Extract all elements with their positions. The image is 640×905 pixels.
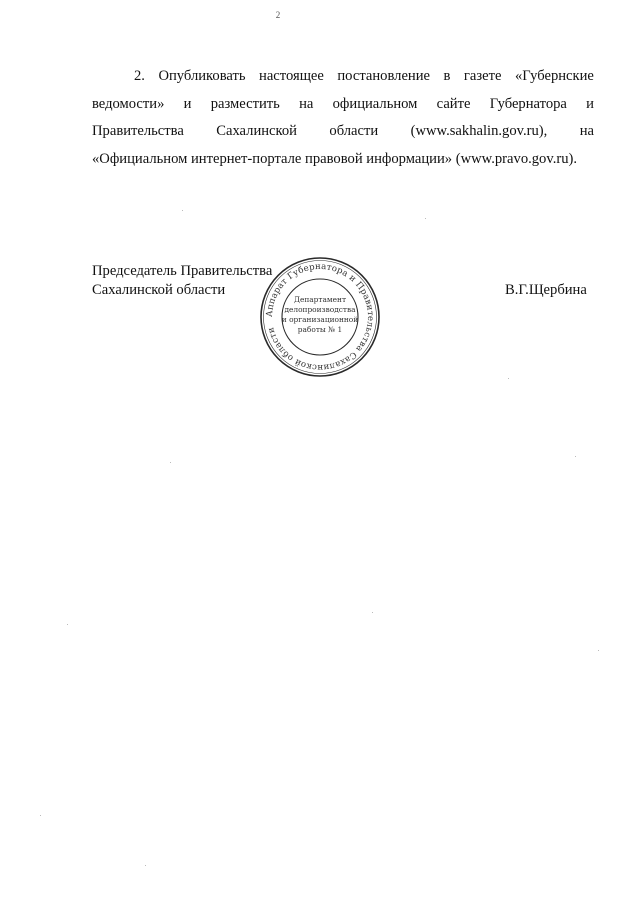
paragraph-item-2 — [92, 63, 594, 173]
word: на — [579, 123, 594, 139]
word: Правительства — [92, 123, 184, 139]
scan-speck — [508, 378, 509, 379]
scan-speck — [145, 865, 146, 866]
seal-center-line: работы № 1 — [297, 325, 343, 334]
word: настоящее — [259, 68, 324, 84]
word: официальном — [332, 95, 418, 112]
scan-speck — [425, 218, 426, 219]
scan-speck — [182, 210, 183, 211]
line-text: «Официальном интернет-портале правовой информации» (www.pravo.gov.ru). — [92, 150, 578, 167]
signer-name: В.Г.Щербина — [505, 282, 587, 298]
seal-outer-text: Аппарат Губернатора и Правительства Сахалинской области — [264, 261, 376, 373]
seal-center-line: и организационной — [281, 315, 359, 324]
word: (www.sakhalin.gov.ru), — [410, 123, 548, 139]
word: Сахалинской — [216, 123, 297, 139]
word: на — [299, 95, 314, 112]
word: и — [183, 95, 192, 112]
signature-position-line: Сахалинской области — [92, 282, 226, 298]
signature-position-line: Председатель Правительства — [92, 263, 273, 279]
paragraph-line-3 — [92, 118, 594, 146]
paragraph-line-1 — [92, 63, 594, 91]
paragraph-line-2 — [92, 91, 594, 119]
scan-speck — [372, 612, 373, 613]
word: 2. — [134, 68, 145, 84]
word: постановление — [337, 68, 431, 84]
seal-center-line: делопроизводства — [284, 305, 356, 314]
paragraph-line-4 — [92, 146, 594, 174]
signature-position — [92, 262, 272, 300]
page-number: 2 — [275, 10, 281, 20]
scan-speck — [575, 456, 576, 457]
word: области — [329, 123, 379, 139]
word: и — [586, 95, 594, 112]
scan-speck — [598, 650, 599, 651]
word: разместить — [210, 95, 280, 112]
seal-center-line: Департамент — [293, 295, 347, 304]
word: ведомости» — [92, 95, 165, 112]
scan-speck — [67, 624, 68, 625]
official-seal — [258, 255, 382, 379]
scan-speck — [40, 815, 41, 816]
word: Опубликовать — [158, 68, 246, 84]
word: «Губернские — [514, 68, 594, 84]
word: газете — [463, 68, 502, 84]
word: Губернатора — [489, 95, 567, 112]
word: сайте — [436, 95, 471, 112]
scan-speck — [170, 462, 171, 463]
word: в — [443, 68, 451, 84]
seal-graphic — [258, 255, 382, 379]
